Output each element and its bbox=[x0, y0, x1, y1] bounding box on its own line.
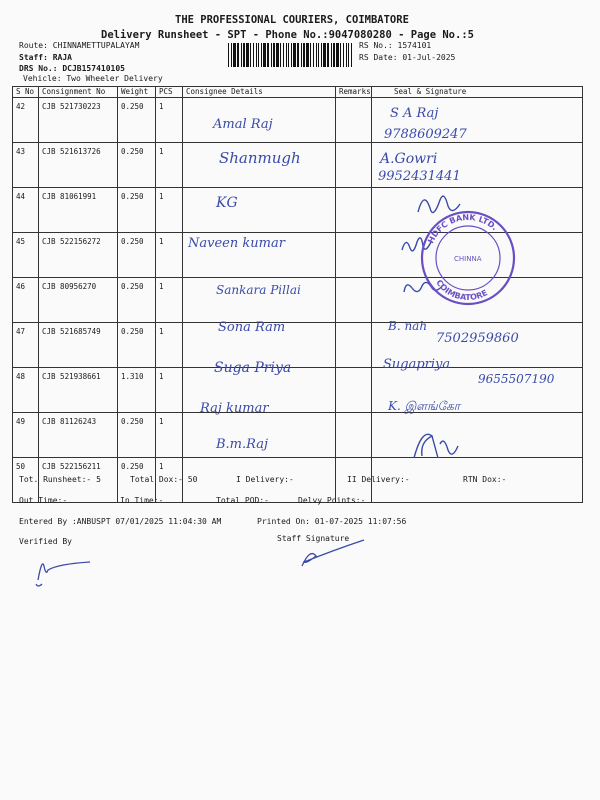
consignee-handwriting-43: Shanmugh bbox=[219, 149, 301, 167]
signature-handwriting-43: A.Gowri bbox=[380, 151, 438, 167]
barcode-bar bbox=[291, 43, 292, 67]
cell-weight: 0.250 bbox=[118, 278, 156, 323]
stamp-center-text: CHINNA bbox=[454, 255, 482, 263]
table-row bbox=[13, 368, 583, 413]
cell-consignment-no: CJB 521613726 bbox=[39, 143, 118, 188]
cell-consignment-no: CJB 80956270 bbox=[39, 278, 118, 323]
cell-pcs: 1 bbox=[156, 458, 183, 503]
barcode-bar bbox=[241, 43, 242, 67]
barcode-bar bbox=[246, 43, 249, 67]
table-row bbox=[13, 143, 583, 188]
barcode-bar bbox=[346, 43, 347, 67]
barcode-bar bbox=[340, 43, 341, 67]
cell-consignee-details bbox=[183, 368, 336, 413]
staff-signature-mark bbox=[302, 540, 364, 566]
rtn-dox: RTN Dox:- bbox=[463, 475, 507, 484]
table-row bbox=[13, 188, 583, 233]
cell-remarks bbox=[336, 98, 372, 143]
consignee-handwriting-48: Suga Priya bbox=[214, 360, 292, 376]
cell-consignee-details bbox=[183, 98, 336, 143]
consignee-handwriting-46: Sankara Pillai bbox=[216, 283, 301, 297]
cell-consignee-details bbox=[183, 278, 336, 323]
barcode-bar bbox=[348, 43, 349, 67]
barcode-bar bbox=[301, 43, 302, 67]
barcode-bar bbox=[263, 43, 266, 67]
total-pod: Total POD:- bbox=[216, 496, 269, 505]
table-header-row bbox=[13, 87, 583, 98]
consignee-handwriting-50: B.m.Raj bbox=[216, 437, 269, 452]
total-dox: Total Dox:- 50 bbox=[130, 475, 198, 484]
runsheet-subtitle: Delivery Runsheet - SPT - Phone No.:9047080280 - Page No.:5 bbox=[101, 29, 474, 41]
signature-handwriting-48: Sugapriya bbox=[383, 357, 451, 372]
cell-seal-signature bbox=[372, 278, 583, 323]
barcode-bar bbox=[297, 43, 299, 67]
barcode-bar bbox=[343, 43, 344, 67]
barcode-bar bbox=[253, 43, 254, 67]
table-row bbox=[13, 323, 583, 368]
cell-sno: 47 bbox=[13, 323, 39, 368]
barcode-bar bbox=[256, 43, 257, 67]
barcode-bar bbox=[323, 43, 326, 67]
cell-consignment-no: CJB 521685749 bbox=[39, 323, 118, 368]
cell-sno: 46 bbox=[13, 278, 39, 323]
printed-on: Printed On: 01-07-2025 11:07:56 bbox=[257, 517, 407, 526]
rs-number: RS No.: 1574101 bbox=[359, 41, 432, 50]
cell-weight: 0.250 bbox=[118, 98, 156, 143]
signature-handwriting-49: K. இளங்கோ bbox=[388, 399, 461, 413]
column-header-sno: S No bbox=[13, 87, 39, 98]
barcode bbox=[228, 43, 353, 67]
cell-remarks bbox=[336, 278, 372, 323]
barcode-bar bbox=[306, 43, 309, 67]
cell-seal-signature bbox=[372, 413, 583, 458]
consignee-handwriting-45: Naveen kumar bbox=[188, 236, 285, 251]
rs-date: RS Date: 01-Jul-2025 bbox=[359, 53, 456, 62]
stamp-bottom-text: COIMBATORE bbox=[434, 278, 490, 303]
table-row bbox=[13, 98, 583, 143]
cell-seal-signature bbox=[372, 368, 583, 413]
barcode-bar bbox=[318, 43, 319, 67]
table-row bbox=[13, 233, 583, 278]
in-time: In Time:- bbox=[120, 496, 164, 505]
route-label: Route: CHINNAMETTUPALAYAM bbox=[19, 41, 140, 50]
cell-weight: 0.250 bbox=[118, 143, 156, 188]
staff-label: Staff: RAJA bbox=[19, 53, 72, 62]
consignee-handwriting-47: Sona Ram bbox=[218, 320, 286, 335]
barcode-bar bbox=[237, 43, 239, 67]
runsheet-table bbox=[12, 86, 583, 503]
cell-remarks bbox=[336, 413, 372, 458]
signature-handwriting-47: B. nah bbox=[388, 319, 428, 333]
cell-sno: 44 bbox=[13, 188, 39, 233]
cell-weight: 0.250 bbox=[118, 413, 156, 458]
consignee-handwriting-42: Amal Raj bbox=[213, 117, 273, 132]
cell-consignment-no: CJB 521938661 bbox=[39, 368, 118, 413]
phone-handwriting-42: 9788609247 bbox=[384, 127, 467, 142]
barcode-bar bbox=[286, 43, 287, 67]
tot-runsheet: Tot. Runsheet:- 5 bbox=[19, 475, 101, 484]
cell-sno: 43 bbox=[13, 143, 39, 188]
cell-pcs: 1 bbox=[156, 233, 183, 278]
consignee-handwriting-44: KG bbox=[216, 195, 238, 211]
barcode-bar bbox=[233, 43, 236, 67]
consignee-handwriting-49: Raj kumar bbox=[200, 401, 269, 416]
cell-pcs: 1 bbox=[156, 188, 183, 233]
cell-pcs: 1 bbox=[156, 278, 183, 323]
barcode-bar bbox=[331, 43, 332, 67]
barcode-bar bbox=[261, 43, 262, 67]
cell-consignee-details bbox=[183, 143, 336, 188]
barcode-bar bbox=[288, 43, 289, 67]
barcode-bar bbox=[267, 43, 269, 67]
cell-consignment-no: CJB 521730223 bbox=[39, 98, 118, 143]
cell-remarks bbox=[336, 188, 372, 233]
entered-by: Entered By :ANBUSPT 07/01/2025 11:04:30 AM bbox=[19, 517, 222, 526]
barcode-bar bbox=[351, 43, 352, 67]
cell-weight: 0.250 bbox=[118, 188, 156, 233]
phone-handwriting-47: 7502959860 bbox=[436, 331, 519, 346]
signature-handwriting-42: S A Raj bbox=[390, 106, 439, 121]
barcode-bar bbox=[271, 43, 272, 67]
i-delivery: I Delivery:- bbox=[236, 475, 294, 484]
barcode-bar bbox=[250, 43, 251, 67]
cell-consignee-details bbox=[183, 413, 336, 458]
cell-sno: 45 bbox=[13, 233, 39, 278]
cell-consignment-no: CJB 522156272 bbox=[39, 233, 118, 278]
cell-weight: 0.250 bbox=[118, 458, 156, 503]
stamp-top-text: HDFC BANK LTD. bbox=[426, 212, 500, 245]
barcode-bar bbox=[293, 43, 296, 67]
barcode-bar bbox=[327, 43, 329, 67]
column-header-seal-signature: Seal & Signature bbox=[372, 87, 583, 98]
cell-consignee-details bbox=[183, 323, 336, 368]
cell-pcs: 1 bbox=[156, 98, 183, 143]
barcode-bar bbox=[231, 43, 232, 67]
cell-remarks bbox=[336, 368, 372, 413]
cell-pcs: 1 bbox=[156, 323, 183, 368]
table-row bbox=[13, 278, 583, 323]
barcode-bar bbox=[273, 43, 275, 67]
staff-signature-label: Staff Signature bbox=[277, 534, 350, 543]
barcode-bar bbox=[283, 43, 284, 67]
cell-consignment-no: CJB 81061991 bbox=[39, 188, 118, 233]
cell-weight: 0.250 bbox=[118, 233, 156, 278]
cell-pcs: 1 bbox=[156, 368, 183, 413]
barcode-bar bbox=[316, 43, 317, 67]
delvy-points: Delvy Points:- bbox=[298, 496, 366, 505]
cell-remarks bbox=[336, 143, 372, 188]
barcode-bar bbox=[276, 43, 279, 67]
barcode-bar bbox=[280, 43, 281, 67]
column-header-weight: Weight bbox=[118, 87, 156, 98]
barcode-bar bbox=[336, 43, 339, 67]
cell-consignee-details bbox=[183, 188, 336, 233]
barcode-bar bbox=[321, 43, 322, 67]
column-header-consignee: Consignee Details bbox=[183, 87, 336, 98]
barcode-bar bbox=[333, 43, 335, 67]
cell-consignee-details bbox=[183, 233, 336, 278]
ii-delivery: II Delivery:- bbox=[347, 475, 410, 484]
vehicle-label: Vehicle: Two Wheeler Delivery bbox=[23, 74, 163, 83]
cell-remarks bbox=[336, 323, 372, 368]
table-row bbox=[13, 413, 583, 458]
phone-handwriting-43: 9952431441 bbox=[378, 169, 461, 184]
barcode-bar bbox=[228, 43, 229, 67]
cell-remarks bbox=[336, 233, 372, 278]
barcode-bar bbox=[243, 43, 245, 67]
column-header-consignment: Consignment No bbox=[39, 87, 118, 98]
cell-consignment-no: CJB 522156211 bbox=[39, 458, 118, 503]
cell-seal-signature bbox=[372, 323, 583, 368]
cell-sno: 48 bbox=[13, 368, 39, 413]
cell-weight: 1.310 bbox=[118, 368, 156, 413]
cell-seal-signature bbox=[372, 143, 583, 188]
barcode-bar bbox=[258, 43, 259, 67]
cell-seal-signature bbox=[372, 188, 583, 233]
column-header-remarks: Remarks bbox=[336, 87, 372, 98]
out-time: Out Time:- bbox=[19, 496, 68, 505]
barcode-bar bbox=[310, 43, 311, 67]
barcode-bar bbox=[313, 43, 314, 67]
drs-number: DRS No.: DCJB157410105 bbox=[19, 64, 125, 73]
cell-sno: 50 bbox=[13, 458, 39, 503]
cell-seal-signature bbox=[372, 98, 583, 143]
cell-sno: 42 bbox=[13, 98, 39, 143]
phone-handwriting-48: 9655507190 bbox=[478, 372, 555, 386]
cell-pcs: 1 bbox=[156, 143, 183, 188]
verified-by-signature bbox=[36, 562, 90, 586]
cell-pcs: 1 bbox=[156, 413, 183, 458]
verified-by-label: Verified By bbox=[19, 537, 72, 546]
column-header-pcs: PCS bbox=[156, 87, 183, 98]
company-title: THE PROFESSIONAL COURIERS, COIMBATORE bbox=[175, 14, 409, 26]
barcode-bar bbox=[303, 43, 305, 67]
cell-sno: 49 bbox=[13, 413, 39, 458]
cell-consignment-no: CJB 81126243 bbox=[39, 413, 118, 458]
cell-weight: 0.250 bbox=[118, 323, 156, 368]
cell-seal-signature bbox=[372, 233, 583, 278]
